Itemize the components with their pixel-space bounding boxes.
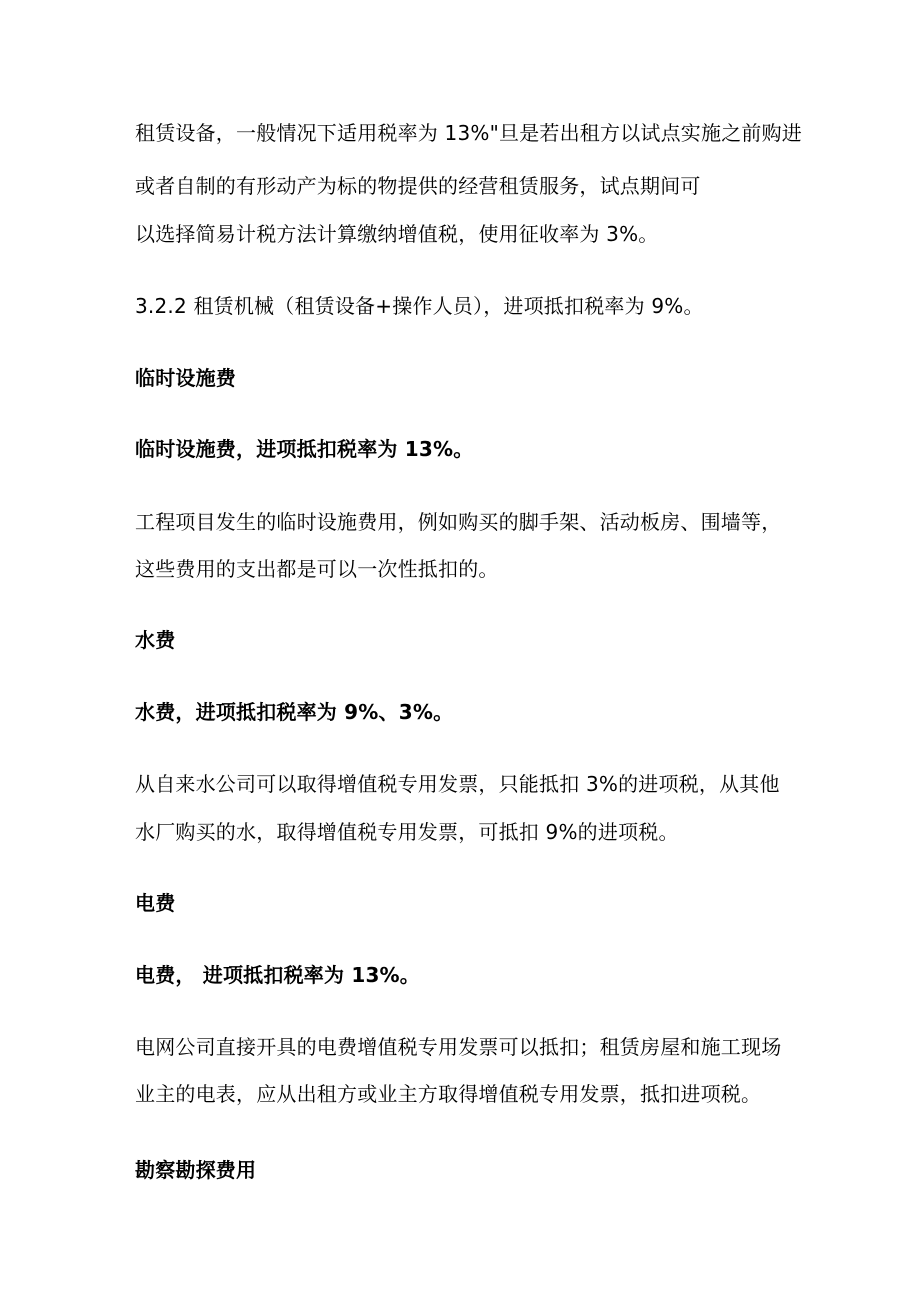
- heading-electricity-fee: 电费: [135, 891, 176, 915]
- rate-water-fee: 水费，进项抵扣税率为 9%、3%。: [135, 700, 454, 724]
- section-heading-3-2-2: 3.2.2 租赁机械（租赁设备+操作人员），进项抵扣税率为 9%。: [135, 294, 704, 318]
- heading-temporary-facilities: 临时设施费: [135, 366, 236, 390]
- paragraph-line: 以选择简易计税方法计算缴纳增值税，使用征收率为 3%。: [135, 222, 659, 246]
- paragraph-line: 或者自制的有形动产为标的物提供的经营租赁服务，试点期间可: [135, 174, 701, 198]
- paragraph-line: 电网公司直接开具的电费增值税专用发票可以抵扣；租赁房屋和施工现场: [135, 1035, 782, 1059]
- paragraph-line: 租赁设备，一般情况下适用税率为 13%"旦是若出租方以试点实施之前购进: [135, 121, 803, 145]
- paragraph-line: 从自来水公司可以取得增值税专用发票，只能抵扣 3%的进项税，从其他: [135, 772, 780, 796]
- heading-survey-fee: 勘察勘探费用: [135, 1158, 257, 1182]
- heading-water-fee: 水费: [135, 628, 176, 652]
- paragraph-line: 水厂购买的水，取得增值税专用发票，可抵扣 9%的进项税。: [135, 820, 679, 844]
- paragraph-line: 业主的电表，应从出租方或业主方取得增值税专用发票，抵扣进项税。: [135, 1082, 762, 1106]
- rate-electricity-fee: 电费， 进项抵扣税率为 13%。: [135, 963, 420, 987]
- paragraph-line: 工程项目发生的临时设施费用，例如购买的脚手架、活动板房、围墙等，: [135, 510, 782, 534]
- paragraph-line: 这些费用的支出都是可以一次性抵扣的。: [135, 557, 499, 581]
- rate-temporary-facilities: 临时设施费，进项抵扣税率为 13%。: [135, 437, 474, 461]
